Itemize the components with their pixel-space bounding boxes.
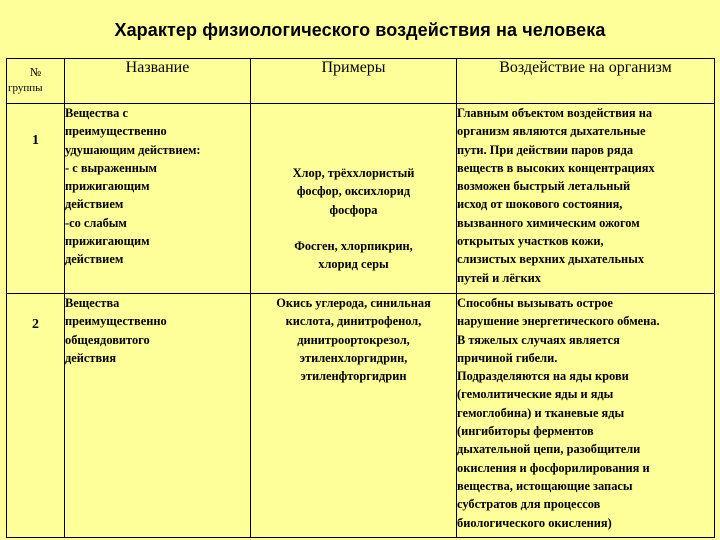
example-line: фосфор, оксихлорид: [296, 184, 411, 199]
effect-line: веществ в высоких концентрациях: [457, 160, 655, 175]
effect-line: возможен быстрый летальный: [457, 179, 631, 194]
group-number-cell: [7, 294, 65, 538]
page-title: Характер физиологического воздействия на человека: [114, 20, 606, 40]
effect-line: дыхательной цепи, разобщители: [457, 442, 641, 457]
group-number-cell: [7, 104, 65, 294]
effect-line: В тяжелых случаях является: [457, 332, 620, 347]
example-line: хлорид серы: [318, 257, 389, 272]
effect-line: пути. При действии паров ряда: [457, 142, 634, 157]
effect-line: Подразделяются на яды крови: [457, 369, 629, 384]
example-line: Окись углерода, синильная: [276, 296, 431, 310]
name-line: преимущественно: [65, 124, 167, 139]
effect-line: организм являются дыхательные: [457, 124, 646, 139]
header-number-symbol: №: [29, 65, 42, 79]
group-number: 1: [32, 133, 39, 148]
effect-line: вещества, истощающие запасы: [457, 478, 633, 493]
effect-line: гемоглобина) и тканевые яды: [457, 405, 625, 420]
effect-line: слизистых верхних дыхательных: [457, 252, 645, 267]
effect-line: биологического окисления): [457, 515, 612, 530]
name-line: Вещества: [65, 296, 120, 310]
group-number: 2: [32, 317, 39, 332]
effect-line: вызванного химическим ожогом: [457, 215, 640, 230]
effect-line: исход от шокового состояния,: [457, 197, 623, 212]
header-row: [7, 59, 715, 104]
effect-cell: [457, 104, 715, 294]
example-line: фосфора: [329, 202, 378, 217]
header-group-number: [7, 59, 65, 104]
example-line: этиленхлоргидрин,: [299, 350, 408, 365]
header-effect: Воздействие на организм: [457, 59, 715, 104]
name-line: действием: [65, 197, 124, 212]
header-number-word: группы: [8, 82, 43, 94]
name-line: преимущественно: [65, 314, 167, 329]
name-cell: [65, 294, 251, 538]
effect-line: субстратов для процессов: [457, 497, 601, 512]
example-line: кислота, динитрофенол,: [285, 314, 422, 329]
effect-line: окисления и фосфорилирования и: [457, 460, 650, 475]
toxicity-table: [6, 58, 715, 538]
examples-cell: [251, 104, 457, 294]
header-name: Название: [65, 59, 251, 104]
effect-line: открытых участков кожи,: [457, 234, 604, 249]
effect-line: (гемолитические яды и яды: [457, 387, 614, 402]
name-line: удушающим действием:: [65, 142, 201, 157]
examples-cell: [251, 294, 457, 538]
effect-line: путей и лёгких: [457, 270, 541, 285]
effect-line: Главным объектом воздействия на: [457, 106, 653, 120]
name-line: Вещества с: [65, 106, 128, 120]
name-line: прижигающим: [65, 234, 150, 249]
effect-line: причиной гибели.: [457, 350, 558, 365]
table-row: [7, 294, 715, 538]
effect-line: (ингибиторы ферментов: [457, 424, 594, 439]
name-line: действия: [65, 350, 117, 365]
effect-cell: [457, 294, 715, 538]
example-line: Хлор, трёххлористый: [292, 166, 415, 180]
name-cell: [65, 104, 251, 294]
effect-line: Способны вызывать острое: [457, 296, 613, 310]
example-line: Фосген, хлорпикрин,: [294, 238, 413, 253]
example-line: этиленфторгидрин: [300, 369, 407, 384]
name-line: -со слабым: [65, 215, 127, 230]
name-line: действием: [65, 252, 124, 267]
name-line: общеядовитого: [65, 332, 150, 347]
name-line: прижигающим: [65, 179, 150, 194]
name-line: - с выраженным: [65, 160, 157, 175]
effect-line: нарушение энергетического обмена.: [457, 314, 660, 329]
example-line: динитроортокрезол,: [297, 332, 410, 347]
table-row: [7, 104, 715, 294]
header-examples: Примеры: [251, 59, 457, 104]
